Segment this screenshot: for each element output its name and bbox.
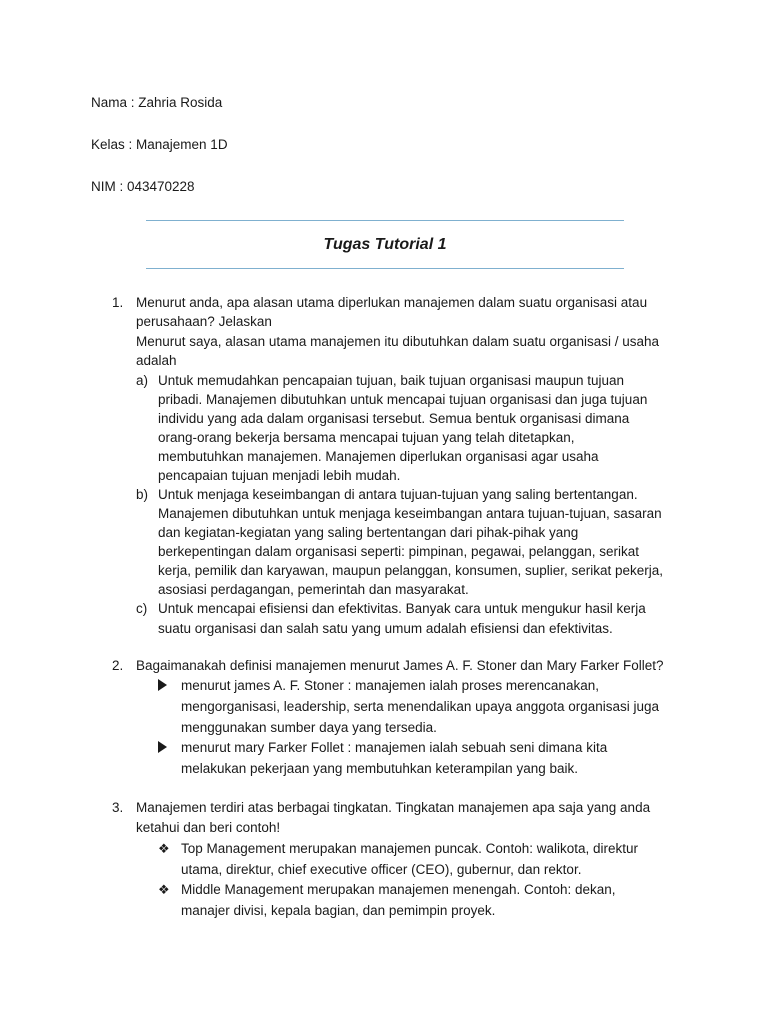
question-3-line: ketahui dan beri contoh! [136,820,281,835]
stoner-line: menggunakan sumber daya yang tersedia. [181,720,437,735]
item-b-line: kerja, pemilik dan karyawan, maupun pelanggan, konsumen, suplier, serikat pekerja, [158,563,664,578]
item-a-line: Untuk memudahkan pencapaian tujuan, baik tujuan organisasi maupun tujuan [158,373,625,388]
item-b-line: dan kegiatan-kegiatan yang saling bertentangan dari pihak-pihak yang [158,525,579,540]
item-a-line: orang-orang bekerja bersama mencapai tujuan yang telah ditetapkan, [158,430,575,445]
student-name: Nama : Zahria Rosida [91,95,223,110]
item-c-line: suatu organisasi dan salah satu yang umum adalah efisiensi dan efektivitas. [158,621,613,636]
middle-management-line: manajer divisi, kepala bagian, dan pemimpin proyek. [181,903,496,918]
item-b-marker: b) [136,487,149,502]
question-2-number: 2. [112,658,124,673]
item-a-line: membutuhkan manajemen. Manajemen diperlukan organisasi agar usaha [158,449,599,464]
item-b-line: Manajemen dibutuhkan untuk menjaga keseimbangan antara tujuan-tujuan, sasaran [158,506,662,521]
diamond-bullet-icon: ❖ [158,882,170,897]
answer-1-line: Menurut saya, alasan utama manajemen itu dibutuhkan dalam suatu organisasi / usaha [136,334,660,349]
item-a-line: pencapaian tujuan menjadi lebih mudah. [158,468,401,483]
answer-1-line: adalah [136,353,177,368]
item-a-marker: a) [136,373,149,388]
question-1-number: 1. [112,295,124,310]
student-class: Kelas : Manajemen 1D [91,137,228,152]
item-b-line: Untuk menjaga keseimbangan di antara tujuan-tujuan yang saling bertentangan. [158,487,638,502]
item-c-line: Untuk mencapai efisiensi dan efektivitas. Banyak cara untuk mengukur hasil kerja [158,601,646,616]
title-top-rule [146,220,624,221]
item-c-marker: c) [136,601,148,616]
top-management-line: Top Management merupakan manajemen puncak. Contoh: walikota, direktur [181,841,639,856]
item-a-line: individu yang ada dalam organisasi tersebut. Semua bentuk organisasi dimana [158,411,630,426]
student-nim: NIM : 043470228 [91,179,195,194]
diamond-bullet-icon: ❖ [158,841,170,856]
document-title: Tugas Tutorial 1 [323,236,447,253]
question-3-line: Manajemen terdiri atas berbagai tingkatan. Tingkatan manajemen apa saja yang anda [136,800,651,815]
stoner-line: mengorganisasi, leadership, serta menendalikan upaya anggota organisasi juga [181,699,660,714]
follet-line: melakukan pekerjaan yang membutuhkan keterampilan yang baik. [181,761,578,776]
item-b-line: asosiasi perdagangan, pemerintah dan masyarakat. [158,582,469,597]
question-1-line: Menurut anda, apa alasan utama diperlukan manajemen dalam suatu organisasi atau [136,295,648,310]
question-3-number: 3. [112,800,124,815]
top-management-line: utama, direktur, chief executive officer (CEO), gubernur, dan rektor. [181,862,582,877]
middle-management-line: Middle Management merupakan manajemen menengah. Contoh: dekan, [181,882,616,897]
question-2-line: Bagaimanakah definisi manajemen menurut James A. F. Stoner dan Mary Farker Follet? [136,658,664,673]
item-b-line: berkepentingan dalam organisasi seperti: pimpinan, pegawai, pelanggan, serikat [158,544,640,559]
question-1-line: perusahaan? Jelaskan [136,314,272,329]
follet-line: menurut mary Farker Follet : manajemen ialah sebuah seni dimana kita [181,740,608,755]
stoner-line: menurut james A. F. Stoner : manajemen ialah proses merencanakan, [181,678,599,693]
arrow-bullet-icon [158,676,167,695]
arrow-bullet-icon [158,738,167,757]
title-bottom-rule [146,268,624,269]
item-a-line: pribadi. Manajemen dibutuhkan untuk mencapai tujuan organisasi dan juga tujuan [158,392,648,407]
